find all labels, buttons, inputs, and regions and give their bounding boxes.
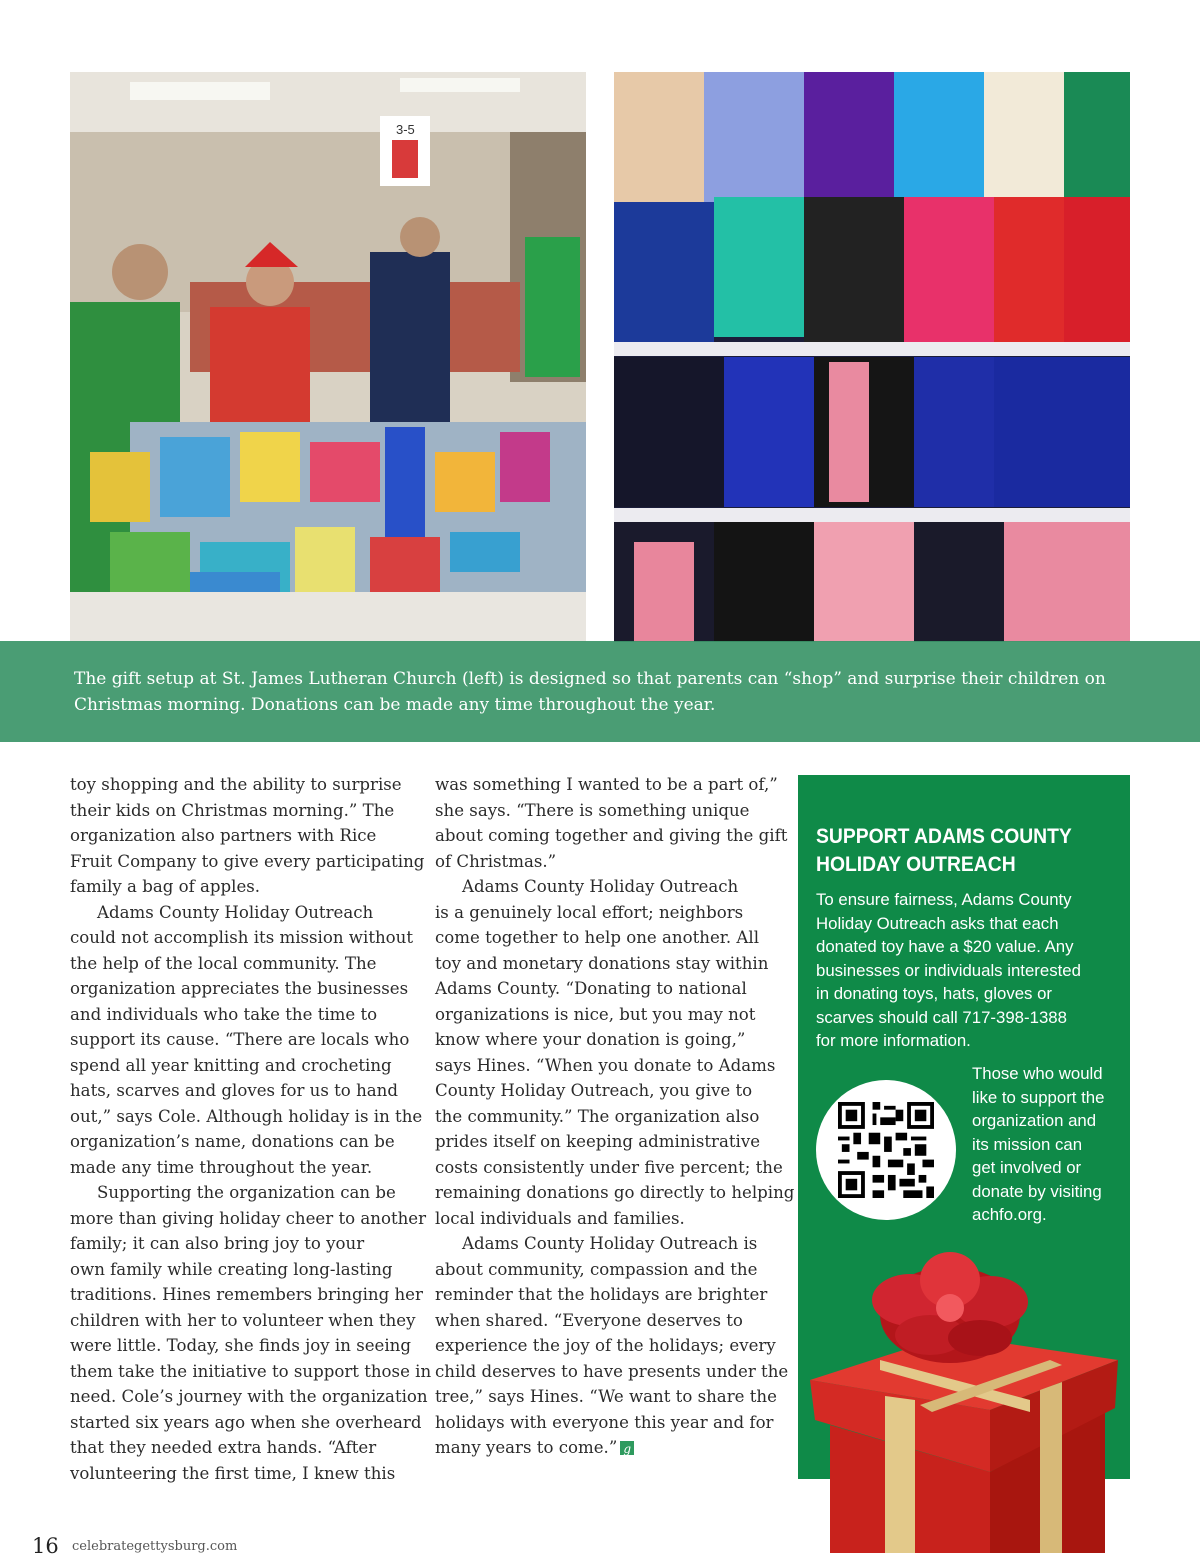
article-line: children with her to volunteer when they [70,1310,416,1330]
photo-hats-gloves [614,72,1130,642]
article-line: them take the initiative to support those in [70,1361,432,1381]
sidebar-note-line[interactable]: achfo.org. [972,1205,1047,1224]
article-line: local individuals and families. [435,1208,685,1228]
article-line: started six years ago when she overheard [70,1412,422,1432]
qr-code-icon [838,1102,934,1198]
article-line: out,” says Cole. Although holiday is in the [70,1106,423,1126]
article-line: remaining donations go directly to helping [435,1183,795,1202]
article-line: Adams County Holiday Outreach is [462,1234,758,1253]
sidebar-note-line: organization and [972,1111,1097,1130]
article-line: were little. Today, she finds joy in seeing [70,1336,411,1355]
photo-toy-tables [70,72,586,642]
article-line: know where your donation is going,” [435,1030,746,1049]
article-line: family a bag of apples. [70,877,261,896]
article-line: of Christmas.” [435,851,557,871]
sidebar-note [972,1062,1122,1227]
article-column-1 [70,772,432,1486]
article-line: come together to help one another. All [435,928,760,947]
article-line: toy and monetary donations stay within [435,953,769,973]
article-line: own family while creating long-lasting [70,1259,393,1279]
article-line: was something I wanted to be a part of,” [435,775,778,794]
sidebar-body-line: scarves should call 717-398-1388 [816,1007,1067,1027]
caption-line: Christmas morning. Donations can be made any time throughout the year. [74,694,716,715]
article-line: Adams County Holiday Outreach [97,902,374,922]
article-line: that they needed extra hands. “After [70,1438,377,1457]
article-column-2 [435,772,795,1461]
sidebar-note-line: donate by visiting [972,1181,1102,1201]
page-number: 16 [32,1534,59,1558]
article-line: experience the joy of the holidays; every [435,1336,776,1355]
article-line: Adams County Holiday Outreach [462,877,739,896]
sidebar-body-line: donated toy have a $20 value. Any [816,937,1074,956]
article-line: costs consistently under five percent; the [435,1157,783,1177]
sidebar-body-line: in donating toys, hats, gloves or [816,984,1053,1003]
article-line: more than giving holiday cheer to another [70,1208,427,1228]
sidebar-body-line: Holiday Outreach asks that each [816,913,1059,933]
article-line: family; it can also bring joy to your [70,1234,365,1253]
article-line: toy shopping and the ability to surprise [70,775,402,794]
article-line: Adams County. “Donating to national [435,979,747,998]
article-line: organizations is nice, but you may not [435,1004,756,1024]
article-line: many years to come.” [435,1438,618,1457]
sidebar-note-line: like to support the [972,1087,1105,1107]
article-line: volunteering the first time, I knew this [70,1463,396,1483]
article-line: organization also partners with Rice [70,826,377,845]
sign-label: 3-5 [396,122,415,137]
sidebar-title-line: HOLIDAY OUTREACH [816,853,1016,876]
article-line: says Hines. “When you donate to Adams [435,1055,776,1075]
photo-caption [74,667,1134,718]
article-line: when shared. “Everyone deserves to [435,1310,743,1330]
sidebar-note-line: get involved or [972,1158,1082,1177]
article-line: Supporting the organization can be [97,1183,396,1202]
sidebar-body-line: To ensure fairness, Adams County [816,890,1072,909]
sidebar-note-line: Those who would [972,1064,1103,1083]
article-line: the community.” The organization also [435,1106,760,1126]
sidebar-note-line: its mission can [972,1134,1083,1154]
article-line: their kids on Christmas morning.” The [70,800,395,820]
article-line: holidays with everyone this year and for [435,1412,774,1432]
article-line: could not accomplish its mission without [70,928,414,947]
article-line: need. Cole’s journey with the organization [70,1387,428,1406]
site-url[interactable]: celebrategettysburg.com [72,1539,238,1554]
article-line: made any time throughout the year. [70,1157,373,1177]
article-line: traditions. Hines remembers bringing her [70,1285,423,1304]
article-line: child deserves to have presents under the [435,1361,789,1381]
article-line: reminder that the holidays are brighter [435,1285,768,1304]
article-line: organization’s name, donations can be [70,1132,395,1151]
sidebar-title-line: SUPPORT ADAMS COUNTY [816,825,1072,848]
qr-code[interactable] [816,1080,956,1220]
article-line: prides itself on keeping administrative [435,1132,761,1151]
article-line: spend all year knitting and crocheting [70,1055,392,1075]
end-mark-icon [620,1441,634,1455]
sidebar-title [816,823,1092,879]
article-line: she says. “There is something unique [435,800,750,820]
article-line: the help of the local community. The [70,953,377,973]
article-line: is a genuinely local effort; neighbors [435,902,744,922]
article-line: organization appreciates the businesses [70,979,409,998]
gift-box-image [800,1240,1130,1553]
article-line: support its cause. “There are locals who [70,1030,410,1049]
article-line: and individuals who take the time to [70,1004,378,1024]
sidebar-body-line: businesses or individuals interested [816,960,1081,980]
article-line: Fruit Company to give every participating [70,851,425,871]
caption-line: The gift setup at St. James Lutheran Church (left) is designed so that parents can “shop” and surprise their children on [74,669,1106,689]
article-line: about coming together and giving the gift [435,826,788,845]
article-line: about community, compassion and the [435,1259,758,1279]
article-line: tree,” says Hines. “We want to share the [435,1387,777,1406]
article-line-last [435,1435,780,1461]
article-line: County Holiday Outreach, you give to [435,1081,753,1100]
sidebar-body [816,888,1126,1053]
sidebar-body-line: for more information. [816,1031,971,1050]
article-line: hats, scarves and gloves for us to hand [70,1081,398,1100]
